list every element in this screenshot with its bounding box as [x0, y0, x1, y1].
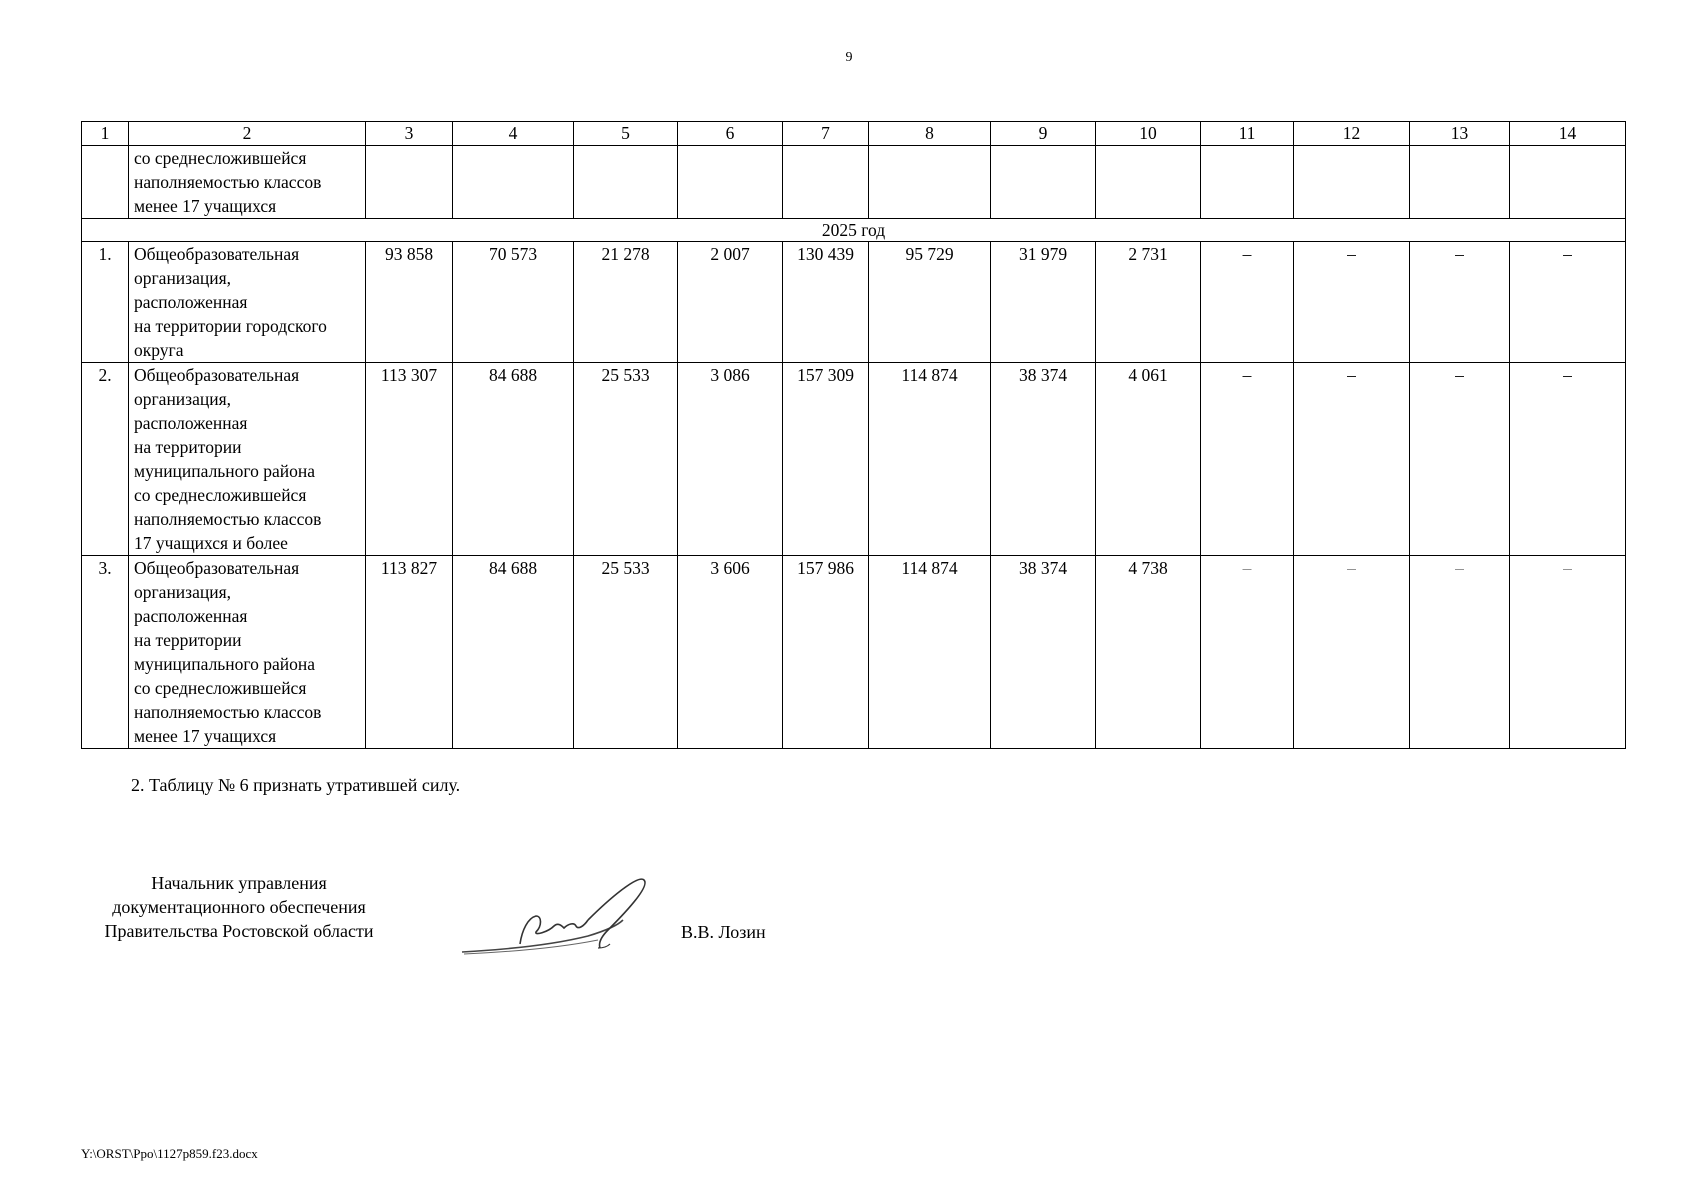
- value-cell: [1410, 146, 1510, 219]
- value-cell: [574, 146, 678, 219]
- table-row: [82, 242, 1626, 363]
- row-number-cell: 1.: [82, 242, 129, 363]
- row-number-cell: [82, 146, 129, 219]
- value-cell: 25 533: [574, 556, 678, 749]
- header-cell: 3: [366, 122, 453, 146]
- table-header-row: [82, 122, 1626, 146]
- signer-name: В.В. Лозин: [681, 922, 766, 942]
- page-number: 9: [845, 50, 853, 65]
- value-cell: 84 688: [453, 556, 574, 749]
- value-cell: 2 731: [1096, 242, 1201, 363]
- value-cell: [1201, 146, 1294, 219]
- value-cell: –: [1410, 242, 1510, 363]
- value-cell: –: [1510, 363, 1626, 556]
- header-cell: 5: [574, 122, 678, 146]
- position-line: документационного обеспечения: [112, 897, 366, 917]
- header-cell: 9: [991, 122, 1096, 146]
- value-cell: –: [1410, 363, 1510, 556]
- header-cell: 6: [678, 122, 783, 146]
- handwritten-signature: [458, 870, 658, 970]
- value-cell: 3 606: [678, 556, 783, 749]
- value-cell: [678, 146, 783, 219]
- position-line: Правительства Ростовской области: [104, 921, 374, 941]
- value-cell: 2 007: [678, 242, 783, 363]
- header-cell: 10: [1096, 122, 1201, 146]
- year-row: [82, 219, 1626, 242]
- file-path-footer: Y:\ORST\Ppo\1127p859.f23.docx: [81, 1146, 258, 1161]
- row-number-cell: 2.: [82, 363, 129, 556]
- value-cell: –: [1201, 242, 1294, 363]
- table-row: [82, 556, 1626, 749]
- value-cell: 157 309: [783, 363, 869, 556]
- row-name-cell: со среднесложившейся наполняемостью классов менее 17 учащихся: [129, 146, 366, 219]
- value-cell: 70 573: [453, 242, 574, 363]
- value-cell: –: [1294, 242, 1410, 363]
- value-cell: [783, 146, 869, 219]
- value-cell: 95 729: [869, 242, 991, 363]
- row-name-cell: Общеобразовательная организация, расположенная на территории муниципального района со среднесложившейся наполняемостью классов 17 учащихся и более: [129, 363, 366, 556]
- value-cell: [453, 146, 574, 219]
- value-cell: –: [1510, 556, 1626, 749]
- position-line: Начальник управления: [151, 873, 327, 893]
- header-cell: 2: [129, 122, 366, 146]
- value-cell: 25 533: [574, 363, 678, 556]
- value-cell: [1294, 146, 1410, 219]
- value-cell: [366, 146, 453, 219]
- value-cell: 157 986: [783, 556, 869, 749]
- header-cell: 4: [453, 122, 574, 146]
- header-cell: 8: [869, 122, 991, 146]
- signatory-position: [84, 871, 394, 943]
- value-cell: 114 874: [869, 363, 991, 556]
- value-cell: –: [1294, 556, 1410, 749]
- value-cell: –: [1510, 242, 1626, 363]
- value-cell: 113 307: [366, 363, 453, 556]
- value-cell: [991, 146, 1096, 219]
- data-table: [81, 121, 1626, 749]
- value-cell: 38 374: [991, 363, 1096, 556]
- value-cell: 31 979: [991, 242, 1096, 363]
- value-cell: 113 827: [366, 556, 453, 749]
- value-cell: [1096, 146, 1201, 219]
- header-cell: 1: [82, 122, 129, 146]
- value-cell: 114 874: [869, 556, 991, 749]
- value-cell: 3 086: [678, 363, 783, 556]
- value-cell: 21 278: [574, 242, 678, 363]
- value-cell: –: [1294, 363, 1410, 556]
- row-name-cell: Общеобразовательная организация, расположенная на территории муниципального района со среднесложившейся наполняемостью классов менее 17 учащихся: [129, 556, 366, 749]
- value-cell: 4 061: [1096, 363, 1201, 556]
- header-cell: 13: [1410, 122, 1510, 146]
- value-cell: 93 858: [366, 242, 453, 363]
- row-name-cell: Общеобразовательная организация, расположенная на территории городского округа: [129, 242, 366, 363]
- header-cell: 7: [783, 122, 869, 146]
- header-cell: 12: [1294, 122, 1410, 146]
- value-cell: –: [1410, 556, 1510, 749]
- value-cell: [869, 146, 991, 219]
- value-cell: 4 738: [1096, 556, 1201, 749]
- table-row-continued: [82, 146, 1626, 219]
- header-cell: 14: [1510, 122, 1626, 146]
- year-label: 2025 год: [82, 219, 1626, 242]
- repeal-paragraph: 2. Таблицу № 6 признать утратившей силу.: [131, 775, 461, 795]
- value-cell: 84 688: [453, 363, 574, 556]
- row-number-cell: 3.: [82, 556, 129, 749]
- value-cell: [1510, 146, 1626, 219]
- table-row: [82, 363, 1626, 556]
- value-cell: –: [1201, 363, 1294, 556]
- header-cell: 11: [1201, 122, 1294, 146]
- value-cell: 38 374: [991, 556, 1096, 749]
- value-cell: 130 439: [783, 242, 869, 363]
- value-cell: –: [1201, 556, 1294, 749]
